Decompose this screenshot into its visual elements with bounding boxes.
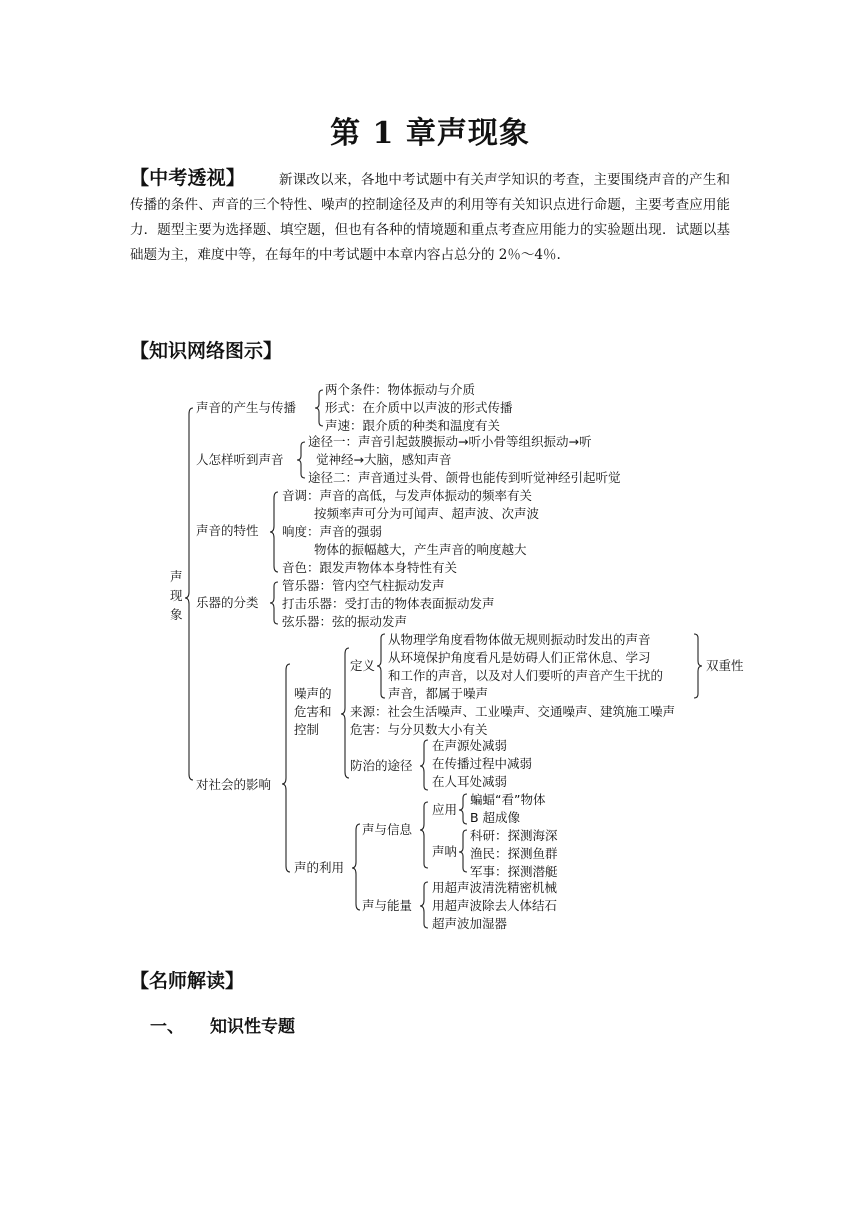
b3-brace bbox=[270, 492, 278, 572]
b3-item-2: 按频率声可分为可闻声、超声波、次声波 bbox=[314, 506, 540, 521]
application-brace bbox=[459, 794, 467, 824]
root-char-3: 象 bbox=[170, 607, 183, 622]
b1-brace bbox=[315, 390, 323, 426]
noise-line-3: 控制 bbox=[294, 722, 320, 737]
application-label: 应用 bbox=[432, 802, 458, 817]
b2-item-2: 觉神经→大脑，感知声音 bbox=[316, 452, 452, 467]
prevention-item-3: 在人耳处减弱 bbox=[432, 774, 508, 789]
definition-brace bbox=[377, 634, 385, 698]
intro-paragraph bbox=[130, 166, 730, 268]
branch-social-impact: 对社会的影响 bbox=[196, 777, 272, 792]
knowledge-network-diagram bbox=[162, 378, 702, 938]
b4-brace bbox=[270, 582, 278, 624]
b4-item-2: 打击乐器：受打击的物体表面振动发声 bbox=[282, 596, 495, 611]
b5-brace bbox=[282, 664, 290, 872]
subsection-title: 知识性专题 bbox=[210, 1017, 295, 1037]
branch-hearing: 人怎样听到声音 bbox=[196, 452, 284, 467]
noise-line-1: 噪声的 bbox=[294, 686, 332, 701]
b3-item-3: 响度：声音的强弱 bbox=[282, 524, 383, 539]
branch-characteristics: 声音的特性 bbox=[196, 523, 259, 538]
network-heading: 【知识网络图示】 bbox=[130, 340, 283, 362]
intro-text: 新课改以来，各地中考试题中有关声学知识的考查，主要围绕声音的产生和传播的条件、声音的三个特性、噪声的控制途径及声的利用等有关知识点进行命题，主要考查应用能力．题型主要为选择题、填空题，但也有各种的情境题和重点考查应用能力的实验题出现．试题以基础题为主，难度中等，在每年的中考试题中本章内容占总分的 2％～4％. bbox=[130, 172, 730, 263]
noise-harm: 危害：与分贝数大小有关 bbox=[350, 722, 488, 737]
b1-item-1: 两个条件：物体振动与介质 bbox=[325, 382, 476, 397]
root-brace bbox=[185, 408, 193, 780]
definition-item-2: 从环境保护角度看凡是妨碍人们正常休息、学习 bbox=[388, 650, 651, 665]
b2-item-3: 途径二：声音通过头骨、颌骨也能传到听觉神经引起听觉 bbox=[308, 470, 621, 485]
energy-item-1: 用超声波清洗精密机械 bbox=[432, 880, 558, 895]
b4-item-1: 管乐器：管内空气柱振动发声 bbox=[282, 578, 445, 593]
energy-brace bbox=[420, 882, 428, 928]
root-char-1: 声 bbox=[170, 569, 183, 584]
noise-line-2: 危害和 bbox=[294, 704, 332, 719]
definition-item-1: 从物理学角度看物体做无规则振动时发出的声音 bbox=[388, 632, 651, 647]
prevention-item-2: 在传播过程中减弱 bbox=[432, 756, 533, 771]
prevention-label: 防治的途径 bbox=[350, 758, 413, 773]
intro-heading: 【中考透视】 bbox=[130, 167, 246, 189]
b4-item-3: 弦乐器：弦的振动发声 bbox=[282, 614, 408, 629]
b3-item-1: 音调：声音的高低，与发声体振动的频率有关 bbox=[282, 488, 533, 503]
dual-nature-text: 双重性 bbox=[706, 658, 744, 673]
page-title: 第 1 章声现象 bbox=[330, 116, 530, 151]
root-char-2: 现 bbox=[170, 588, 183, 603]
energy-item-2: 用超声波除去人体结石 bbox=[432, 898, 558, 913]
prevention-brace bbox=[420, 740, 428, 790]
sonar-item-3: 军事：探测潜艇 bbox=[470, 864, 558, 879]
teacher-heading: 【名师解读】 bbox=[130, 970, 245, 992]
branch-sound-production: 声音的产生与传播 bbox=[196, 400, 297, 415]
sonar-label: 声呐 bbox=[432, 844, 458, 859]
sonar-item-1: 科研：探测海深 bbox=[470, 828, 558, 843]
prevention-item-1: 在声源处减弱 bbox=[432, 738, 508, 753]
energy-label: 声与能量 bbox=[362, 898, 413, 913]
application-item-1: 蝙蝠“看”物体 bbox=[470, 792, 546, 807]
subsection-knowledge-topic bbox=[150, 1012, 295, 1037]
noise-brace bbox=[341, 648, 349, 778]
sonar-item-2: 渔民：探测鱼群 bbox=[470, 846, 558, 861]
branch-instruments: 乐器的分类 bbox=[196, 595, 259, 610]
energy-item-3: 超声波加湿器 bbox=[432, 916, 508, 931]
dual-brace bbox=[694, 634, 702, 666]
noise-source: 来源：社会生活噪声、工业噪声、交通噪声、建筑施工噪声 bbox=[350, 704, 676, 719]
b2-brace bbox=[297, 442, 305, 478]
sonar-brace bbox=[459, 830, 467, 872]
b1-item-3: 声速：跟介质的种类和温度有关 bbox=[325, 418, 501, 433]
definition-item-3: 和工作的声音，以及对人们要听的声音产生干扰的 bbox=[388, 668, 664, 683]
definition-label: 定义 bbox=[350, 658, 376, 673]
b3-item-4: 物体的振幅越大，产生声音的响度越大 bbox=[314, 542, 527, 557]
info-brace bbox=[420, 802, 428, 868]
b2-item-1: 途径一：声音引起鼓膜振动→听小骨等组织振动→听 bbox=[308, 434, 592, 449]
info-label: 声与信息 bbox=[362, 822, 413, 837]
application-item-2: B 超成像 bbox=[470, 810, 521, 825]
definition-item-4: 声音，都属于噪声 bbox=[388, 686, 489, 701]
sound-use-label: 声的利用 bbox=[294, 860, 345, 875]
b3-item-5: 音色：跟发声物体本身特性有关 bbox=[282, 560, 458, 575]
subsection-number: 一、 bbox=[150, 1017, 184, 1037]
b1-item-2: 形式：在介质中以声波的形式传播 bbox=[325, 400, 513, 415]
use-brace bbox=[352, 824, 360, 910]
dual-brace-lower bbox=[694, 666, 702, 698]
